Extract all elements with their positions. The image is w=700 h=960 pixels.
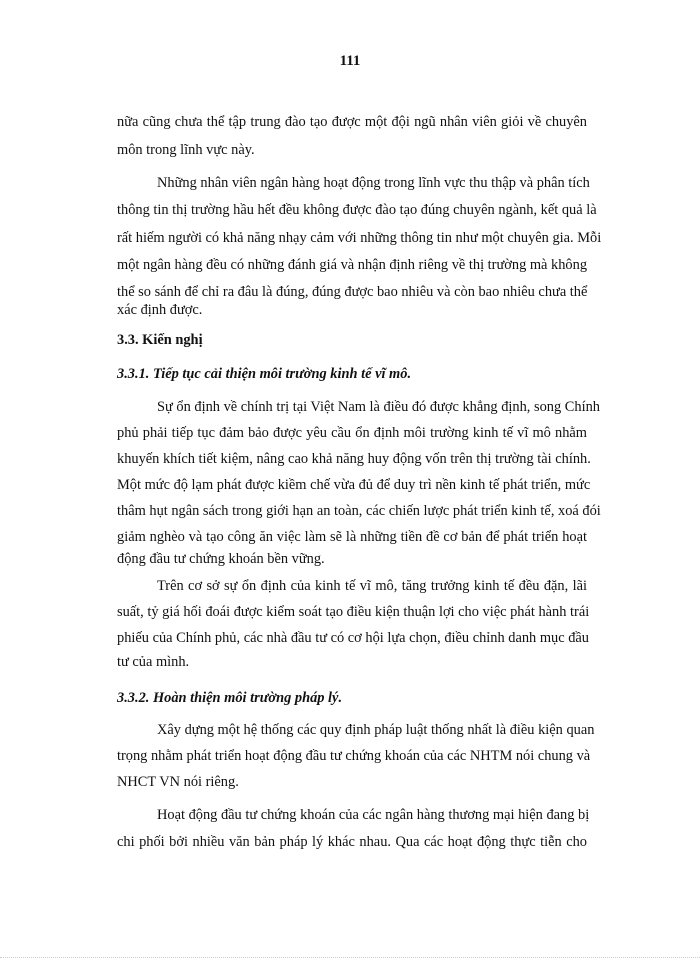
text-line: tư của mình.	[117, 654, 190, 670]
text-line: thâm hụt ngân sách trong giới hạn an toàn, các chiến lược phát triển kinh tế, xoá đói	[117, 503, 601, 519]
text-line: Trên cơ sở sự ổn định của kinh tế vĩ mô, tăng trưởng kinh tế đều đặn, lãi	[157, 578, 587, 594]
text-line: một ngân hàng đều có những đánh giá và nhận định riêng về thị trường mà không	[117, 257, 588, 273]
text-line: thông tin thị trường hầu hết đều không được đào tạo đúng chuyên ngành, kết quả là	[117, 202, 597, 218]
text-line: thể so sánh để chỉ ra đâu là đúng, đúng được bao nhiêu và còn bao nhiêu chưa thể	[117, 284, 588, 300]
text-line: Hoạt động đầu tư chứng khoán của các ngân hàng thương mại hiện đang bị	[157, 807, 590, 823]
text-line: phủ phải tiếp tục đảm bảo được yêu cầu ổn định môi trường kinh tế vĩ mô nhằm	[117, 425, 587, 441]
text-line: suất, tỷ giá hối đoái được kiểm soát tạo điều kiện thuận lợi cho việc phát hành trái	[117, 604, 590, 620]
text-line: khuyến khích tiết kiệm, nâng cao khả năng huy động vốn trên thị trường tài chính.	[117, 451, 591, 467]
subsection-heading: 3.3.1. Tiếp tục cải thiện môi trường kinh tế vĩ mô.	[117, 366, 412, 382]
text-line: Xây dựng một hệ thống các quy định pháp luật thống nhất là điều kiện quan	[157, 722, 595, 738]
section-heading: 3.3. Kiến nghị	[117, 332, 203, 348]
text-line: Một mức độ lạm phát được kiềm chế vừa đủ để duy trì nền kinh tế phát triển, mức	[117, 477, 591, 493]
page-bottom-edge	[0, 957, 700, 958]
text-line: Sự ổn định về chính trị tại Việt Nam là điều đó được khẳng định, song Chính	[157, 399, 600, 415]
text-line: nữa cũng chưa thể tập trung đào tạo được một đội ngũ nhân viên giỏi về chuyên	[117, 114, 587, 130]
text-line: xác định được.	[117, 302, 203, 318]
text-line: động đầu tư chứng khoán bền vững.	[117, 551, 325, 567]
page-number: 111	[339, 53, 361, 69]
text-line: chi phối bởi nhiều văn bản pháp lý khác nhau. Qua các hoạt động thực tiễn cho	[117, 834, 587, 850]
text-line: NHCT VN nói riêng.	[117, 774, 239, 790]
text-line: trọng nhằm phát triển hoạt động đầu tư chứng khoán của các NHTM nói chung và	[117, 748, 591, 764]
text-line: rất hiếm người có khả năng nhạy cảm với những thông tin như một chuyên gia. Mỗi	[117, 230, 602, 246]
text-line: môn trong lĩnh vực này.	[117, 142, 255, 158]
text-line: Những nhân viên ngân hàng hoạt động trong lĩnh vực thu thập và phân tích	[157, 175, 590, 191]
text-line: phiếu của Chính phủ, các nhà đầu tư có cơ hội lựa chọn, điều chỉnh danh mục đầu	[117, 630, 589, 646]
subsection-heading: 3.3.2. Hoàn thiện môi trường pháp lý.	[117, 690, 343, 706]
text-line: giảm nghèo và tạo công ăn việc làm sẽ là những tiền đề cơ bản để phát triển hoạt	[117, 529, 587, 545]
